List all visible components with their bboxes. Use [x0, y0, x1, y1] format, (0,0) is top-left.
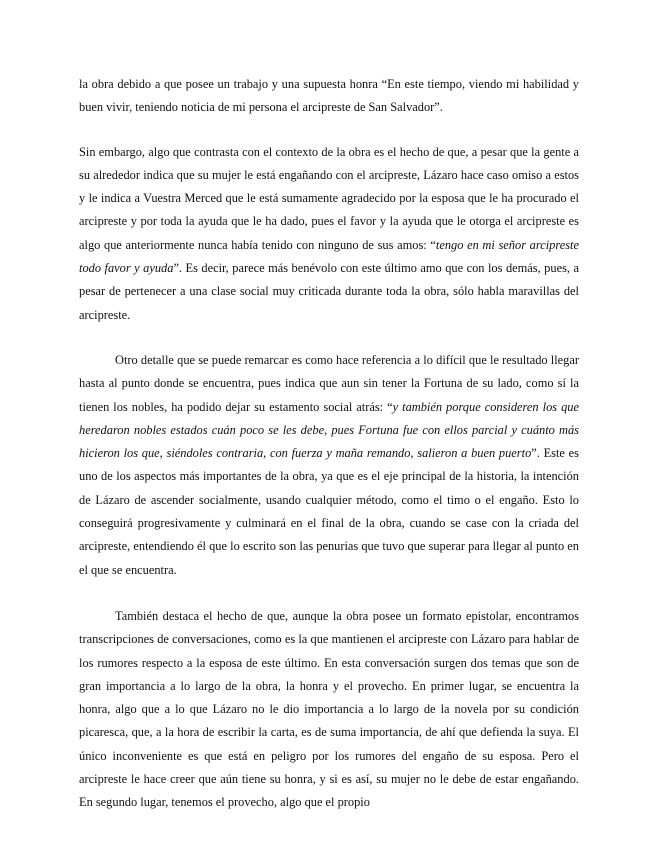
paragraph-4 [79, 605, 579, 815]
paragraph-2 [79, 141, 579, 327]
paragraph-3-quote: y también porque consideren los que heredaron nobles estados cuán poco se les debe, pues Fortuna fue con ellos parcial y cuánto más hicieron los que, siéndoles contraria, con fuerza y maña remando, salieron a buen puerto [79, 399, 579, 461]
paragraph-2-text-a: Sin embargo, algo que contrasta con el contexto de la obra es el hecho de que, a pesar que la gente a su alrededor indica que su mujer le está engañando con el arcipreste, Lázaro hace caso omiso a estos y le indica a Vuestra Merced que le está sumamente agradecido por la esposa que le ha procurado el arcipreste y por toda la ayuda que le ha dado, pues el favor y la ayuda que le otorga el arcipreste es algo que anteriormente nunca había tenido con ninguno de sus amos: “ [79, 144, 579, 252]
paragraph-4-text: También destaca el hecho de que, aunque la obra posee un formato epistolar, encontramos transcripciones de conversaciones, como es la que mantienen el arcipreste con Lázaro para hablar de los rumores respecto a la esposa de este último. En esta conversación surgen dos temas que son de gran importancia a lo largo de la obra, la honra y el provecho. En primer lugar, se encuentra la honra, algo que a lo que Lázaro no le dio importancia a lo largo de la novela por su condición picaresca, que, a la hora de escribir la carta, es de suma importancia, de ahí que defienda la suya. El único inconveniente es que está en peligro por los rumores del engaño de su esposa. Pero el arcipreste le hace creer que aún tiene su honra, y si es así, su mujer no le debe de estar engañando. En segundo lugar, tenemos el provecho, algo que el propio [79, 608, 579, 810]
paragraph-1 [79, 73, 579, 120]
paragraph-3-text-b: ”. Este es uno de los aspectos más importantes de la obra, ya que es el eje principal de la historia, la intención de Lázaro de ascender socialmente, usando cualquier método, como el timo o el engaño. Esto lo conseguirá progresivamente y culminará en el final de la obra, cuando se case con la criada del arcipreste, entendiendo él que lo escrito son las penurias que tuvo que superar para llegar al punto en el que se encuentra. [79, 446, 579, 577]
paragraph-2-quote: tengo en mi señor arcipreste todo favor y ayuda [79, 237, 580, 276]
paragraph-3 [79, 349, 579, 582]
paragraph-1-text: la obra debido a que posee un trabajo y una supuesta honra “En este tiempo, viendo mi habilidad y buen vivir, teniendo noticia de mi persona el arcipreste de San Salvador”. [79, 77, 579, 115]
paragraph-2-text-b: ”. Es decir, parece más benévolo con este último amo que con los demás, pues, a pesar de pertenecer a una clase social muy criticada durante toda la obra, sólo habla maravillas del arcipreste. [79, 261, 579, 322]
paragraph-3-text-a: Otro detalle que se puede remarcar es como hace referencia a lo difícil que le resultado llegar hasta al punto donde se encuentra, pues indica que aun sin tener la Fortuna de su lado, como sí la tienen los nobles, ha podido dejar su estamento social atrás: “ [79, 352, 579, 414]
